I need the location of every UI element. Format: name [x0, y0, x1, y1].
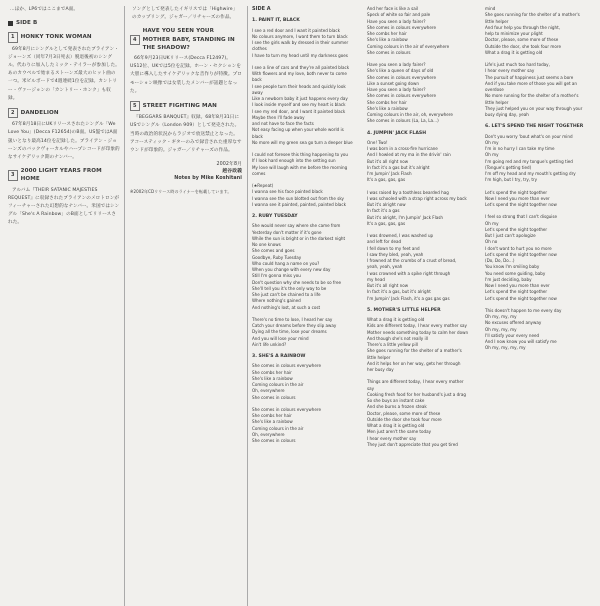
lyrics-block	[252, 28, 362, 209]
lyric-line: I saw they bled, yeah, yeah	[367, 251, 424, 257]
lyric-line: Like a sunset going down	[367, 80, 419, 86]
lyric-line: I see my red door, and I want it painted black	[252, 108, 346, 114]
lyric-line: I have to turn my head until my darkness goes	[252, 52, 348, 58]
lyric-line: Mother needs something today to calm her down	[367, 329, 469, 335]
lyric-line: I'll satisfy your every need	[485, 332, 540, 338]
lyric-line: I could not foresee this thing happening to you	[252, 152, 349, 157]
lyric-line: She comes in colours everywhere	[367, 93, 436, 99]
lyric-line: Oh my, my, my, my	[485, 345, 526, 351]
lyric-line: Let's spend the night together now	[485, 295, 557, 301]
lyric-line: She comes in colours (La, La, La…)	[367, 118, 439, 124]
lyric-line: She goes running for the shelter of a mother's	[367, 348, 462, 354]
lyric-line: In fact it's a gas	[367, 208, 400, 214]
lyric-line: If I look hard enough into the setting sun	[252, 158, 336, 164]
lyric-line: But it's alright, I'm Jumpin' Jack Flash	[367, 214, 444, 220]
song-title: 3. SHE'S A RAINBOW	[252, 354, 306, 359]
lyric-line: I frowned at the crumbs of a crust of bread,	[367, 258, 457, 263]
lyric-line: Speck of white so fair and pale	[367, 12, 431, 18]
lyric-line: (★Repeat)	[252, 183, 274, 188]
lyrics-block	[367, 317, 479, 448]
lyric-line: Let's spend the night together	[485, 226, 548, 232]
lyric-line: Oh my, my, my	[485, 314, 517, 319]
lyric-line: I'm Jumpin' Jack Flash	[367, 171, 412, 176]
section-body: アルバム『THEIR SATANIC MAJESTIES REQUEST』に収録されたブライアンのメロトロンがフィーチャーされた幻想的なナンバー。米国ではシングル「She's A Rainbow」のB面としてリリースされた。	[8, 187, 120, 226]
lyric-line: I see people turn their heads and quickly look	[252, 83, 346, 89]
lyric-line: I hear every mother say	[367, 435, 417, 441]
lyric-line: Men just aren't the same today	[367, 429, 432, 435]
notes-author-jp: 越谷政義	[222, 169, 242, 175]
lyric-line: She comes in colours	[252, 394, 296, 400]
lyric-line: Cooking fresh food for her husband's just a drag	[367, 391, 466, 397]
lyric-line: I wanna see his face painted black	[252, 189, 323, 195]
lyric-line: Have you seen a lady fairer?	[367, 18, 426, 24]
track-number-box: 2	[8, 108, 18, 118]
lyric-line: my head	[367, 276, 385, 282]
lyric-line: And though she's not really ill	[367, 335, 428, 341]
lyric-line: She's like a rainbow	[367, 37, 408, 43]
lyric-line: I don't want to hurt you no more	[485, 245, 552, 251]
lyric-line: I'm Jumpin' Jack Flash, it's a gas gas gas	[367, 295, 450, 301]
lyric-line: Catch your dreams before they slip away	[252, 323, 337, 328]
lyric-line: And I howled at my ma in the drivin' rain	[367, 152, 451, 158]
lyric-line: They just helped you on your way through your	[485, 105, 583, 111]
lyric-line: Ain't life unkind?	[252, 341, 287, 347]
lyrics-block	[367, 140, 479, 302]
column-divider	[124, 6, 125, 606]
section-have-you-seen-your-mother	[130, 27, 242, 96]
lyric-line: Coming colours in the air, oh, everywhere	[367, 112, 453, 117]
lyric-line: What a drag it is getting old	[367, 423, 425, 428]
lyric-line: There's a little yellow pill	[367, 342, 418, 347]
lyric-line: I see the girls walk by dressed in their summer	[252, 40, 349, 45]
lyric-line: little helper	[485, 99, 509, 105]
lyric-line: I feel so strong that I can't disguise	[485, 214, 558, 220]
section-honky-tonk-woman	[8, 32, 120, 103]
lyric-line: It's a gas, gas, gas	[367, 220, 406, 226]
lyric-line: She goes running for the shelter of a mother's	[485, 12, 580, 18]
lyric-line: Dying all the time, lose your dreams	[252, 329, 327, 335]
lyric-line: I was drowned, I was washed up	[367, 233, 434, 238]
lyric-line: There's no time to lose, I heard her say	[252, 316, 333, 322]
lyric-line: mind	[485, 6, 496, 11]
lyric-line: I was schooled with a strap right across my back	[367, 195, 467, 201]
lyric-line: I was born in a cross-fire hurricane	[367, 146, 438, 151]
track-number-box: 5	[130, 101, 140, 111]
lyric-line: busy dying day, yeah	[485, 112, 529, 117]
section-title: HONKY TONK WOMAN	[20, 34, 92, 41]
lyrics-block	[252, 363, 362, 444]
lyric-line: Let's spend the night together	[485, 289, 548, 295]
lyric-line: She's like a rainbow	[367, 105, 408, 111]
lyric-line: And you will lose your mind	[252, 335, 309, 341]
lyric-line: No colours anymore, I want them to turn black	[252, 33, 348, 39]
lyric-line: Goodbye, Ruby Tuesday	[252, 254, 302, 260]
lyric-line: little helper	[367, 354, 391, 360]
lyric-line: And I now know you will satisfy me	[485, 339, 557, 344]
lyric-line: She comes in colours everywhere	[252, 363, 321, 369]
lyric-line: Coming colours in the air	[252, 425, 304, 431]
lyric-line: I wanna see it painted, painted, painted black	[252, 201, 346, 207]
lyric-line: black	[252, 133, 263, 139]
lyric-line: Have you seen a lady fairer?	[367, 87, 426, 92]
section-body: 66年9月23日UKリリース(Decca F12497)。US12位、UKでは5位を記録。ホーン・セクションを大胆に導入したサイケデリックな音作りが特徴。プロモーション映像では女装したメンバーが話題となった。	[130, 56, 242, 94]
lyric-line: In fact it's a gas but it's alright	[367, 164, 430, 170]
section-street-fighting-man	[130, 101, 242, 155]
lyric-line: I see a line of cars and they're all painted black	[252, 64, 350, 70]
lyric-line: She would never say where she came from	[252, 223, 341, 229]
section-body: 69年8月にシングルとして発表されたブライアン・ジョーンズ（同年7月3日死去）脱退後初のシングル。代わりに加入したミック・テイラーが参加した。あのカウベルで始まるストーンズ最大のヒット曲の一つ。米ビルボードで4週連続1位を記録。カントリー・ヴァージョンの「カントリー・ホンク」も収録。	[8, 46, 120, 101]
section-2000-light-years	[8, 167, 120, 227]
lyric-line: Oh, everywhere	[252, 388, 285, 394]
lyric-line: And nothing's lost, at such a cost	[252, 304, 321, 310]
lyric-line: She's like a queen of days of old	[367, 68, 434, 74]
lyric-line: Like a newborn baby it just happens every day	[252, 96, 348, 101]
lyric-line: One! Two!	[367, 139, 388, 145]
lyric-line: With flowers and my love, both never to come	[252, 71, 347, 76]
lyric-line: No one knows	[252, 242, 281, 247]
lyric-line: They just don't appreciate that you get tired	[367, 441, 458, 447]
section-dandelion	[8, 108, 120, 162]
lyric-line: She comes in colours everywhere	[252, 406, 321, 412]
lyric-line: My love will laugh with me before the morning	[252, 164, 348, 170]
lyric-line: Outside the door, she took four more	[485, 43, 561, 49]
lyric-line: You know I'm smiling baby	[485, 264, 540, 270]
column-divider	[247, 6, 248, 606]
lyric-line: Let's spend the night together now	[485, 202, 557, 207]
lyric-line: She combs her hair	[252, 413, 292, 418]
lyric-line: I look inside myself and see my heart is black	[252, 102, 346, 108]
lyric-line: She comes in colours everywhere	[367, 74, 436, 80]
lyric-line: Life's just much too hard today,	[485, 62, 550, 67]
lyric-line: help to minimize your plight	[485, 31, 543, 36]
lyric-line: When you change with every new day	[252, 267, 331, 272]
lyric-line: She comes in colours	[367, 49, 411, 55]
lyric-line: I'm high, but I try, try, try	[485, 177, 538, 183]
lyric-line: little helper	[485, 18, 509, 24]
lyric-line: She comes in colours	[252, 438, 296, 443]
lyric-line: Who could hang a name on you?	[252, 260, 320, 266]
section-body: 『BEGGARS BANQUET』収録。68年8月31日にUSでシングル（London 909）として発売された。当時の政治的状況からラジオで放送禁止となった。アコースティック・ギターのみで録音された重厚なサウンドが印象的。ジャガー／リチャーズの作品。	[130, 115, 242, 154]
lyric-line: She comes in colours everywhere	[367, 24, 436, 30]
lyric-line: Kids are different today, I hear every mother say	[367, 323, 467, 329]
lyric-line: Don't question why she needs to be so free	[252, 279, 341, 285]
square-bullet-icon	[8, 21, 13, 26]
lyric-line: But I just can't apologize	[485, 233, 536, 238]
lyric-line: I wanna see the sun blotted out from the sky	[252, 195, 344, 201]
lyric-line: I fell down to my feet and	[367, 245, 420, 251]
lyric-line: Oh no	[485, 239, 498, 245]
lyric-line: and left for dead	[367, 239, 402, 245]
lyric-line: say	[367, 385, 375, 391]
lyric-line: No excuses offered anyway	[485, 320, 542, 326]
lyric-line: But it's all right now	[367, 283, 409, 288]
lyric-line: and not have to face the facts	[252, 121, 314, 126]
notes-credit	[130, 161, 242, 182]
lyric-line: Let's spend the night together	[485, 189, 548, 195]
track-number-box: 4	[130, 35, 140, 45]
lyric-line: Oh my	[485, 152, 499, 158]
lyric-line: No more running for the shelter of a mother's	[485, 93, 579, 99]
lyrics-column-3	[485, 6, 595, 600]
lyric-line: I was crowned with a spike right through	[367, 270, 451, 276]
lyric-line: She's like a rainbow	[252, 419, 293, 425]
lyrics-block	[252, 223, 362, 348]
side-b-heading: SIDE B	[8, 19, 120, 27]
lyric-line: I'm just deciding, baby	[485, 276, 532, 282]
section-title: DANDELION	[20, 110, 59, 117]
lyric-line: And it helps her on her way, gets her through	[367, 360, 461, 366]
lyric-line: Oh my	[485, 220, 499, 226]
lyric-line: She combs her hair	[252, 369, 292, 375]
section-body: 67年8月18日にUKリリースされたシングル「We Love You」(Decca F12654)のB面。US盤ではA面扱いとなり最高14位を記録した。ブライアン・ジョーンズのバックヴォーカルやハープシコードが印象的なサイケデリック期のナンバー。	[8, 122, 120, 161]
lyric-line: I hear every mother say	[485, 68, 535, 74]
lyric-line: No more will my green sea go turn a deeper blue	[252, 139, 353, 145]
lyric-line: Outside the door she took four more	[367, 416, 442, 422]
lyric-line: She just can't be chained to a life	[252, 292, 321, 297]
column-intro-text: …ほか、LP6ではここまでA面。	[10, 7, 79, 12]
lyric-line: But it's all right now	[367, 158, 409, 164]
lyric-line: Coming colours in the air	[252, 382, 304, 387]
lyric-line: Coming colours in the air of everywhere	[367, 43, 450, 49]
lyric-line: Not easy facing up when your whole world is	[252, 127, 344, 133]
japanese-notes-column-left	[8, 6, 120, 600]
lyric-line: away	[252, 89, 263, 95]
lyric-line: Yesterday don't matter if it's gone	[252, 229, 322, 235]
lyrics-block	[367, 6, 479, 125]
lyric-line: Doctor, please, some more of these	[367, 410, 441, 416]
lyric-line: So she buys an instant cake	[367, 398, 425, 403]
lyric-line: And four help you through the night,	[485, 24, 561, 30]
lyric-line: comes	[252, 170, 266, 176]
lyric-line: Maybe then I'll fade away	[252, 114, 305, 120]
lyric-line: She's like a rainbow	[252, 375, 293, 381]
lyric-line: Now I need you more than ever	[485, 195, 550, 201]
song-title: 6. LET'S SPEND THE NIGHT TOGETHER	[485, 124, 584, 130]
notes-byline: Notes by Mike Koshitani	[174, 176, 242, 182]
lyric-line: (Tongue's getting tied)	[485, 164, 532, 170]
lyrics-block	[485, 134, 595, 352]
song-title: 4. JUMPIN' JACK FLASH	[367, 130, 427, 136]
lyrics-column-2	[367, 6, 479, 600]
section-title: STREET FIGHTING MAN	[142, 103, 217, 110]
lyric-line: She'll tell you it's the only way to be	[252, 285, 327, 291]
lyrics-block	[485, 6, 595, 118]
lyric-line: While the sun is bright or in the darkest night	[252, 235, 346, 241]
lyric-line: I was raised by a toothless bearded hag	[367, 189, 449, 195]
lyric-line: Oh my	[485, 139, 499, 145]
lyrics-column-1	[252, 6, 362, 600]
side-a-label: SIDE A	[252, 6, 271, 12]
lyric-line: Where nothing's gained	[252, 298, 301, 304]
track-number-box: 3	[8, 170, 18, 180]
lyric-line: And if you take more of those you will get an	[485, 80, 577, 86]
lyric-line: I see a red door and I want it painted black	[252, 27, 341, 33]
song-title: 1. PAINT IT, BLACK	[252, 18, 300, 24]
lyric-line: I'm in no hurry I can take my time	[485, 146, 555, 151]
lyric-line: Now I need you more than ever	[485, 283, 550, 288]
lyric-line: overdose	[485, 87, 504, 92]
lyric-line: What a drag it is getting old	[367, 317, 425, 322]
lyric-line: Oh, everywhere	[252, 431, 285, 437]
lyric-line: It's a gas, gas, gas	[367, 177, 406, 183]
lyric-line: She combs her hair	[367, 31, 407, 36]
copyright-note: ※2002年CDリリース時のライナーを転載しています。	[130, 189, 232, 195]
lyric-line: clothes	[252, 46, 267, 52]
lyric-line: In fact it's a gas, but it's alright	[367, 289, 431, 295]
lyric-line: Have you seen a lady fairer?	[367, 62, 426, 67]
lyric-line: And her face is like a sail	[367, 6, 419, 11]
lyric-line: (Do, Do, Do…)	[485, 258, 515, 263]
lyric-line: yeah, yeah, yeah	[367, 264, 403, 270]
japanese-notes-column-middle	[130, 6, 242, 600]
lyric-line: The pursuit of happiness just seems a bore	[485, 74, 574, 80]
notes-date: 2002年8月	[216, 162, 242, 168]
lyric-line: And she burns a frozen steak	[367, 404, 427, 410]
column-intro-text: ソングとして発表したイギリスでは「Highwire」のカップリング。ジャガー／リチャーズの作品。	[132, 7, 238, 21]
track-number-box: 1	[8, 32, 18, 42]
lyric-line: Let's spend the night together now	[485, 251, 557, 257]
section-title: HAVE YOU SEEN YOUR MOTHER BABY, STANDING IN THE SHADOW?	[142, 28, 235, 51]
lyric-line: This doesn't happen to me every day	[485, 307, 562, 313]
lyric-line: Still I'm gonna miss you	[252, 273, 301, 279]
lyric-line: She comes and goes	[252, 248, 295, 254]
lyric-line: Don't you worry 'bout what's on your mind	[485, 133, 573, 139]
lyric-line: Doctor, please, some more of these	[485, 37, 559, 43]
lyric-line: her busy day	[367, 367, 394, 372]
lyric-line: You need some guiding, baby	[485, 270, 546, 276]
lyric-line: I'm going red and my tongue's getting tied	[485, 158, 573, 164]
lyric-line: Oh my, my, my	[485, 326, 517, 332]
song-title: 2. RUBY TUESDAY	[252, 214, 298, 219]
lyric-line: What a drag it is getting old	[485, 49, 543, 55]
lyric-line: She combs her hair	[367, 99, 407, 105]
lyric-line: Things are different today, I hear every mother	[367, 379, 464, 385]
lyric-line: I'm off my head and my mouth's getting dry	[485, 171, 576, 176]
lyric-line: back	[252, 77, 262, 83]
song-title: 5. MOTHER'S LITTLE HELPER	[367, 307, 441, 313]
lyric-line: But it's alright now	[367, 202, 406, 207]
section-title: 2000 LIGHT YEARS FROM HOME	[20, 168, 102, 183]
